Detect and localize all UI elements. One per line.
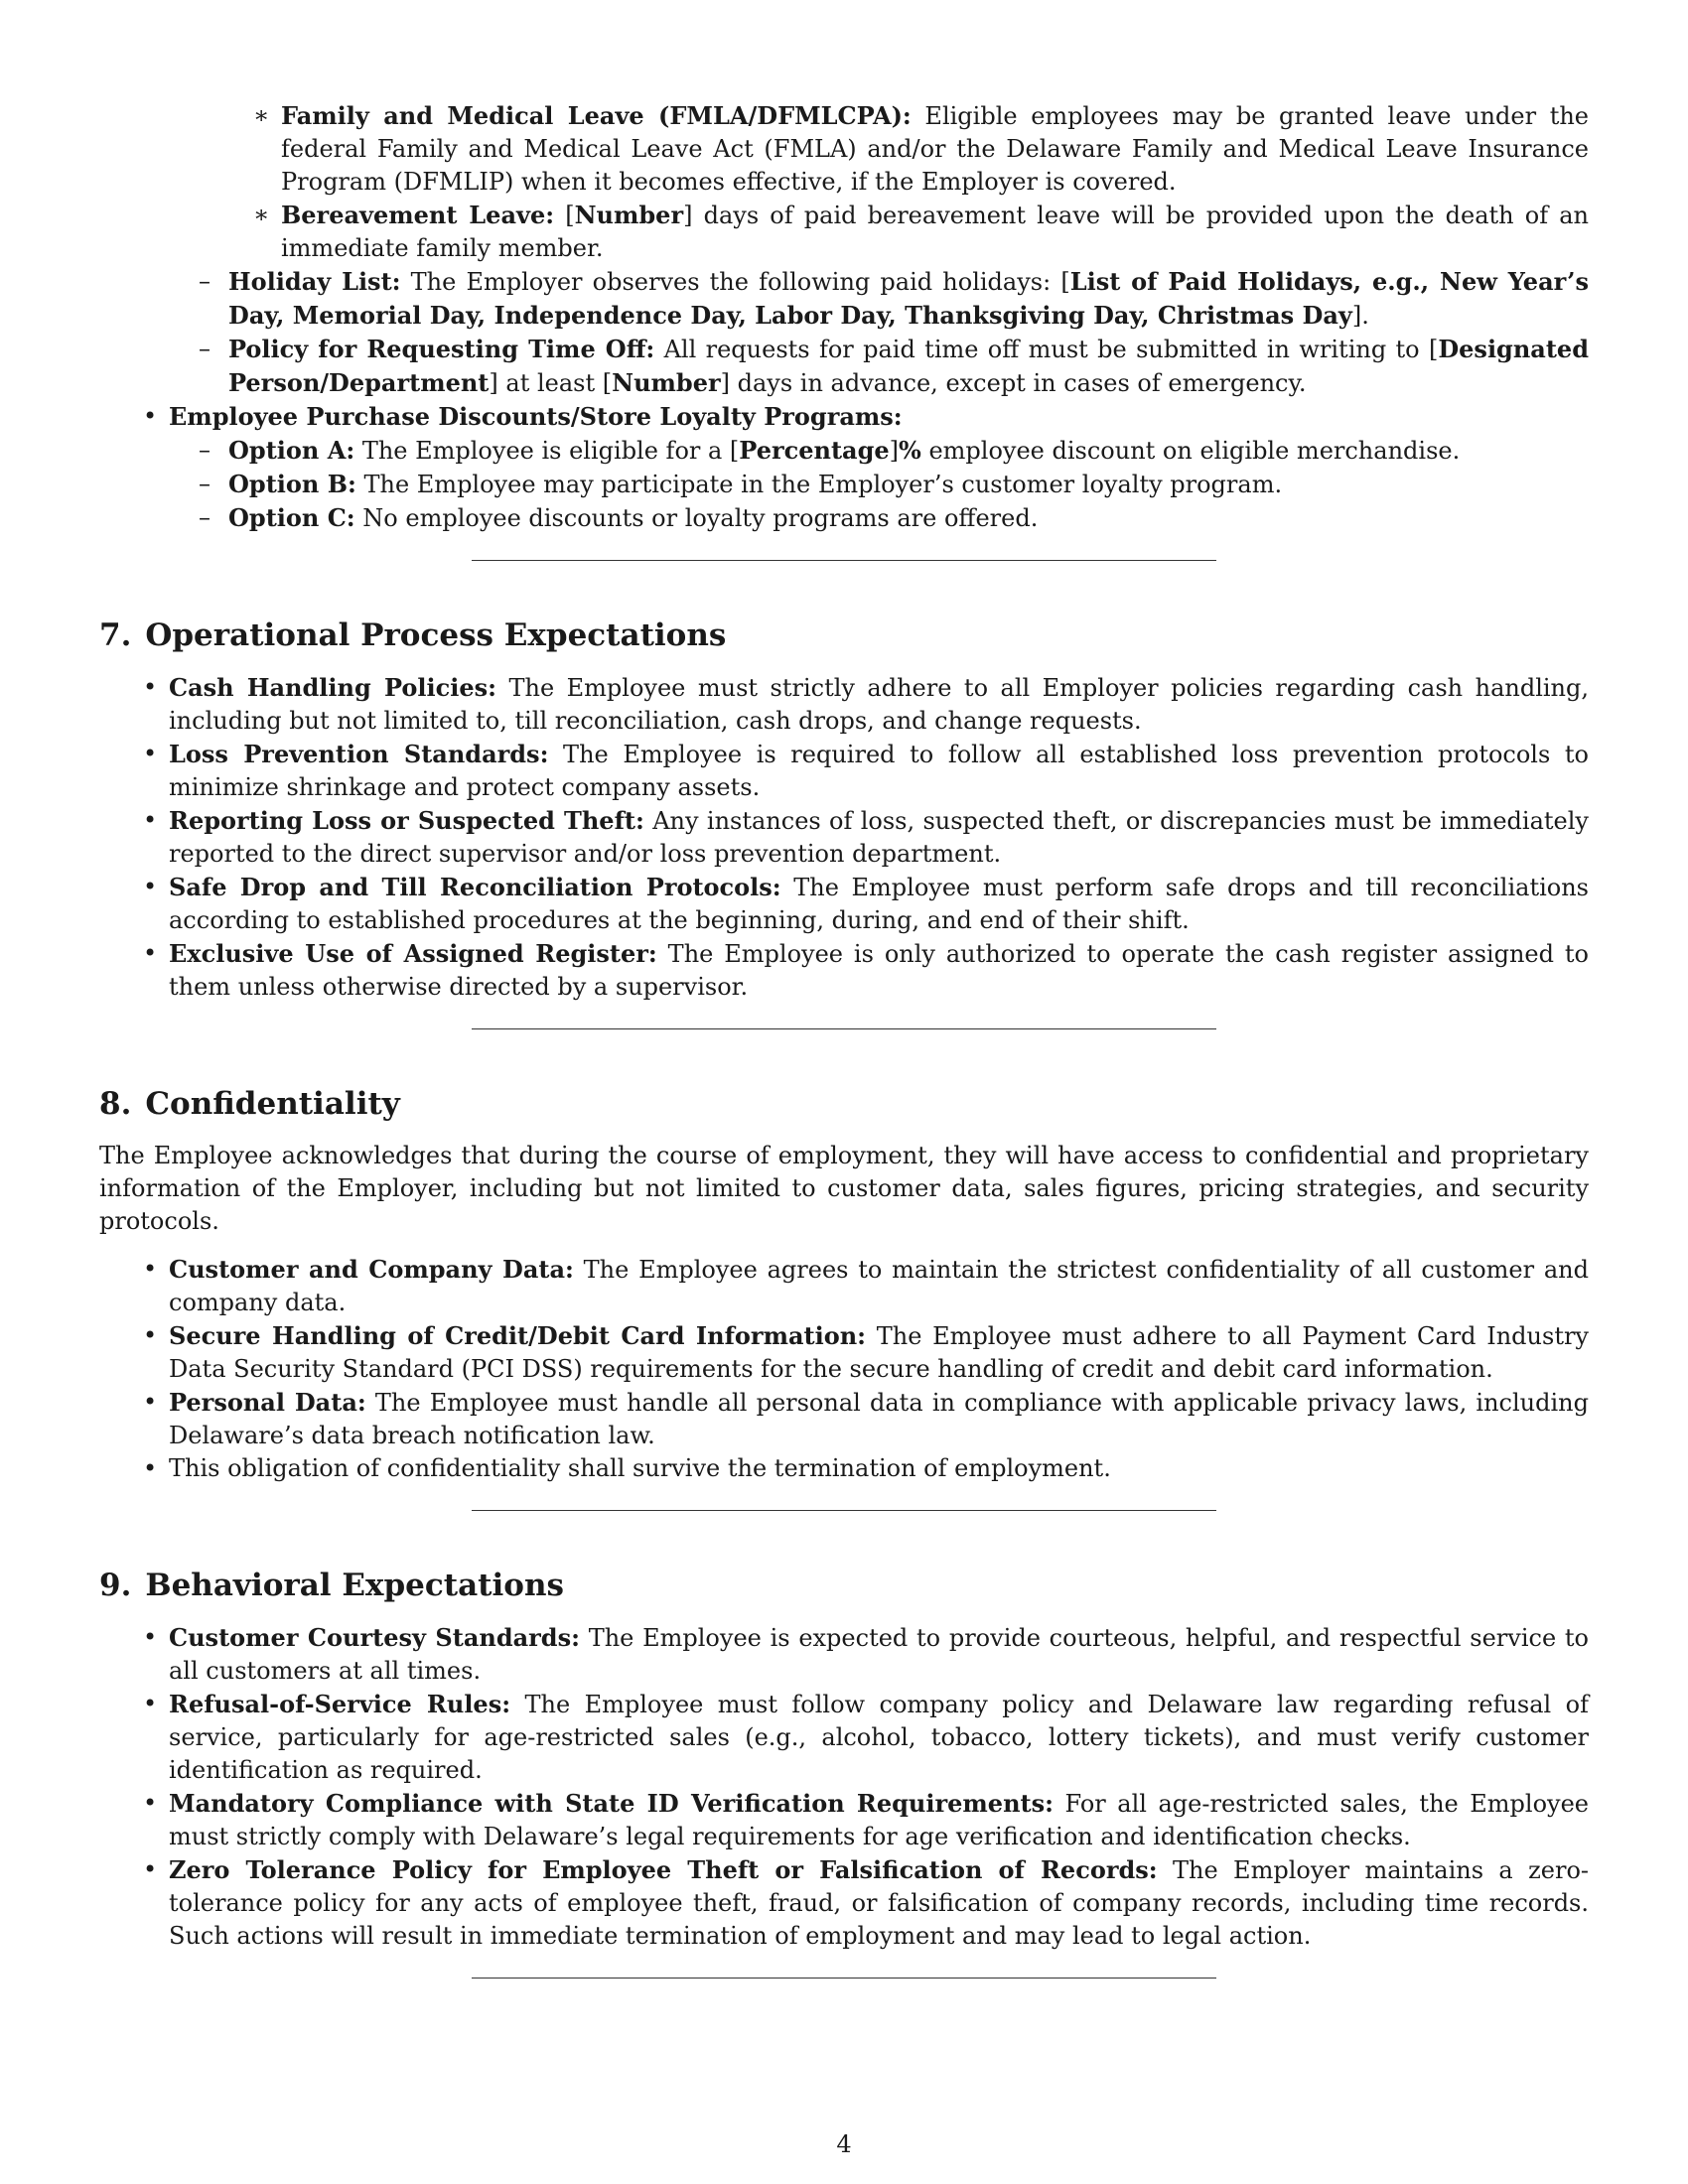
item-text: The Employee must follow company policy and Delaware law regarding refusal of service, particularly for age-restricted sales (e.g., alcohol, tobacco, lottery tickets), and must verify customer identification as required.: [169, 1691, 1589, 1784]
section-title: Operational Process Expectations: [145, 617, 727, 653]
item-text: The Employee is only authorized to operate the cash register assigned to them unless otherwise directed by a supervisor.: [169, 940, 1589, 1001]
list-item-customer-courtesy: [99, 1621, 1589, 1688]
item-text: ] days in advance, except in cases of emergency.: [720, 369, 1307, 397]
item-label: Option C:: [228, 503, 355, 532]
section-heading: [99, 1084, 1589, 1124]
item-text: The Employee agrees to maintain the strictest confidentiality of all customer and company data.: [169, 1256, 1590, 1316]
list-item-option-c: [99, 501, 1589, 535]
list-item-customer-data: [99, 1253, 1589, 1319]
section-divider: [472, 560, 1216, 561]
item-text: The Employee may participate in the Employer’s customer loyalty program.: [355, 471, 1283, 498]
item-label: Exclusive Use of Assigned Register:: [169, 939, 657, 968]
list-item-bereavement: [99, 199, 1589, 265]
item-text: All requests for paid time off must be submitted in writing to [: [654, 336, 1439, 363]
section-number: 8.: [99, 1086, 132, 1122]
list-item-fmla: [99, 99, 1589, 199]
placeholder-department: Designated Person/Department: [228, 335, 1589, 397]
item-text: The Employee is expected to provide courteous, helpful, and respectful service to all customers at all times.: [169, 1624, 1589, 1685]
item-text: The Employee is eligible for a [: [354, 437, 740, 465]
placeholder-percentage: Percentage: [739, 436, 890, 465]
section-7: [99, 615, 1589, 1004]
item-label: Safe Drop and Till Reconciliation Protocols:: [169, 873, 781, 901]
item-text: The Employee must perform safe drops and till reconciliations according to established procedures at the beginning, during, and end of their shift.: [169, 874, 1589, 934]
section-divider: [472, 1028, 1216, 1029]
list-item-id-verification: [99, 1787, 1589, 1853]
list-item-obligation-survival: [99, 1452, 1589, 1485]
section-9: [99, 1566, 1589, 1953]
list-item-reporting-loss: [99, 804, 1589, 871]
benefits-list-continued: [99, 99, 1589, 535]
item-text: The Employee must adhere to all Payment Card Industry Data Security Standard (PCI DSS) requirements for the secure handling of credit and debit card information.: [169, 1322, 1589, 1383]
list-item-option-a: [99, 434, 1589, 468]
placeholder-number: Number: [574, 201, 684, 229]
item-text: ]: [889, 437, 900, 465]
item-label: Policy for Requesting Time Off:: [228, 335, 655, 363]
item-label: Mandatory Compliance with State ID Verification Requirements:: [169, 1789, 1054, 1818]
item-text: [: [554, 202, 575, 229]
item-label: Option B:: [228, 470, 356, 498]
item-text: The Employer maintains a zero-tolerance policy for any acts of employee theft, fraud, or falsification of company records, including time records. Such actions will result in immediate termination of employment and may lead to legal action.: [169, 1856, 1589, 1950]
item-text: For all age-restricted sales, the Employee must strictly comply with Delaware’s legal requirements for age verification and identification checks.: [169, 1790, 1589, 1850]
item-label: Loss Prevention Standards:: [169, 740, 549, 768]
section-7-list: [99, 671, 1589, 1004]
list-item-refusal-of-service: [99, 1688, 1589, 1787]
list-item-loss-prevention: [99, 738, 1589, 804]
item-label: Personal Data:: [169, 1388, 366, 1417]
item-label: Customer and Company Data:: [169, 1255, 574, 1284]
section-heading: [99, 1566, 1589, 1605]
list-item-assigned-register: [99, 937, 1589, 1004]
section-8: [99, 1084, 1589, 1485]
section-divider: [472, 1510, 1216, 1511]
list-item-personal-data: [99, 1386, 1589, 1452]
item-label: Zero Tolerance Policy for Employee Theft or Falsification of Records:: [169, 1855, 1158, 1884]
item-text: ].: [1351, 302, 1369, 330]
item-text: No employee discounts or loyalty programs are offered.: [354, 504, 1039, 532]
item-label: Bereavement Leave:: [281, 201, 555, 229]
item-label: Cash Handling Policies:: [169, 673, 496, 702]
section-number: 7.: [99, 617, 132, 653]
item-text: Eligible employees may be granted leave under the federal Family and Medical Leave Act (FMLA) and/or the Delaware Family and Medical Leave Insurance Program (DFMLIP) when it becomes effective, if the Employer is covered.: [281, 102, 1589, 196]
list-item-discounts: [99, 400, 1589, 434]
section-heading: [99, 615, 1589, 655]
item-label: Secure Handling of Credit/Debit Card Information:: [169, 1321, 867, 1350]
document-page: [99, 99, 1589, 2033]
section-8-list: [99, 1253, 1589, 1485]
section-9-list: [99, 1621, 1589, 1953]
list-item-card-information: [99, 1319, 1589, 1386]
placeholder-number: Number: [612, 368, 721, 397]
list-item-option-b: [99, 468, 1589, 501]
section-intro-paragraph: The Employee acknowledges that during the course of employment, they will have access to confidential and proprietary information of the Employer, including but not limited to customer data, sales figures, pricing strategies, and security protocols.: [99, 1142, 1589, 1235]
item-text: The Employee must strictly adhere to all Employer policies regarding cash handling, including but not limited to, till reconciliation, cash drops, and change requests.: [169, 674, 1589, 735]
page-number: 4: [836, 2130, 852, 2158]
section-divider: [472, 1978, 1216, 1979]
item-label: Customer Courtesy Standards:: [169, 1623, 580, 1652]
item-label: Family and Medical Leave (FMLA/DFMLCPA):: [281, 101, 912, 130]
item-label: Reporting Loss or Suspected Theft:: [169, 806, 644, 835]
item-text: The Employer observes the following paid holidays: [: [400, 268, 1070, 296]
placeholder-holidays: List of Paid Holidays, e.g., New Year’s Day, Memorial Day, Independence Day, Labor Day, Thanksgiving Day, Christmas Day: [228, 267, 1590, 330]
list-item-zero-tolerance: [99, 1853, 1589, 1953]
item-text: The Employee is required to follow all established loss prevention protocols to minimize shrinkage and protect company assets.: [169, 741, 1590, 801]
item-label: Holiday List:: [228, 267, 401, 296]
percent-sign: %: [899, 436, 921, 465]
section-title: Behavioral Expectations: [145, 1568, 564, 1603]
item-text: This obligation of confidentiality shall survive the termination of employment.: [169, 1454, 1111, 1482]
list-item-holiday-list: [99, 265, 1589, 333]
item-label: Option A:: [228, 436, 355, 465]
item-label: Refusal-of-Service Rules:: [169, 1690, 511, 1718]
list-item-cash-handling: [99, 671, 1589, 738]
item-text: ] days of paid bereavement leave will be provided upon the death of an immediate family member.: [281, 202, 1589, 262]
item-text: Any instances of loss, suspected theft, or discrepancies must be immediately reported to the direct supervisor and/or loss prevention department.: [169, 807, 1589, 868]
item-text: employee discount on eligible merchandise.: [920, 437, 1461, 465]
item-label: Employee Purchase Discounts/Store Loyalty Programs:: [169, 402, 903, 431]
list-item-safe-drop: [99, 871, 1589, 937]
list-item-time-off-policy: [99, 333, 1589, 400]
item-text: The Employee must handle all personal data in compliance with applicable privacy laws, including Delaware’s data breach notification law.: [169, 1389, 1589, 1449]
section-title: Confidentiality: [145, 1086, 400, 1122]
section-number: 9.: [99, 1568, 132, 1603]
item-text: ] at least [: [489, 369, 613, 397]
